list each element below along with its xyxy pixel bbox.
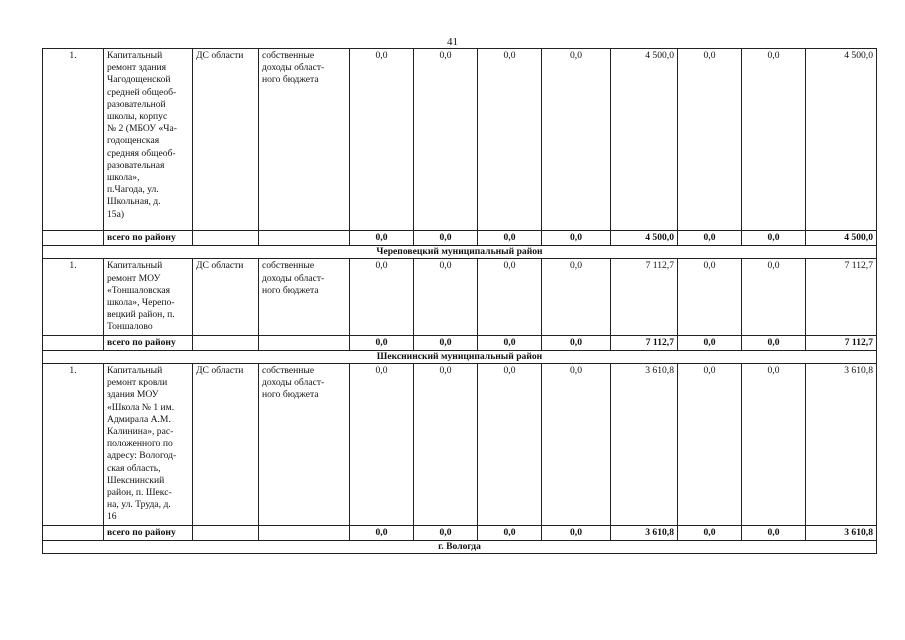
- total-value: 0,0: [542, 335, 611, 350]
- object-name: Капитальный ремонт кровли здания МОУ «Школа № 1 им. Адмирала А.М. Калинина», рас- положенного по адресу: Вологод- ская область, Шекснинский район, п. Шекс- на, ул. Труда, д. 16: [104, 364, 193, 526]
- total-value: 0,0: [414, 335, 478, 350]
- row-number: 1.: [43, 364, 104, 526]
- value-cell: 0,0: [542, 49, 611, 231]
- district-name: Шекснинский муниципальный район: [43, 350, 877, 363]
- total-value: 0,0: [414, 525, 478, 540]
- table-row: [43, 259, 877, 335]
- total-value: 0,0: [350, 231, 414, 246]
- funding-source: собственные доходы област- ного бюджета: [259, 259, 350, 335]
- budget-table: [42, 48, 877, 554]
- value-cell: 0,0: [542, 364, 611, 526]
- district-total-row: [43, 335, 877, 350]
- funding-type: ДС области: [193, 364, 259, 526]
- section-header: [43, 540, 877, 553]
- total-value: 0,0: [478, 335, 542, 350]
- total-value: 7 112,7: [806, 335, 877, 350]
- total-value: 0,0: [678, 525, 742, 540]
- district-total-row: [43, 231, 877, 246]
- value-cell: 0,0: [414, 259, 478, 335]
- district-total-row: [43, 525, 877, 540]
- total-value: 0,0: [742, 335, 806, 350]
- funding-type: ДС области: [193, 259, 259, 335]
- value-cell: 0,0: [350, 364, 414, 526]
- value-cell: 0,0: [678, 364, 742, 526]
- value-cell: 0,0: [478, 259, 542, 335]
- total-value: 0,0: [542, 525, 611, 540]
- total-value: 0,0: [350, 335, 414, 350]
- value-cell: 0,0: [414, 364, 478, 526]
- total-value: 7 112,7: [611, 335, 678, 350]
- object-name: Капитальный ремонт здания Чагодощенской средней общеоб- разовательной школы, корпус № 2 (МБОУ «Ча- годощенская средняя общеоб- разовательная школа», п.Чагода, ул. Школьная, д. 15а): [104, 49, 193, 231]
- total-label: всего по району: [104, 525, 193, 540]
- total-value: 0,0: [542, 231, 611, 246]
- total-value: 0,0: [742, 525, 806, 540]
- total-value: 4 500,0: [611, 231, 678, 246]
- funding-source: собственные доходы област- ного бюджета: [259, 49, 350, 231]
- total-value: 0,0: [678, 335, 742, 350]
- funding-source: собственные доходы област- ного бюджета: [259, 364, 350, 526]
- value-cell: 0,0: [350, 49, 414, 231]
- object-name: Капитальный ремонт МОУ «Тоншаловская школа», Черепо- вецкий район, п. Тоншалово: [104, 259, 193, 335]
- total-value: 0,0: [678, 231, 742, 246]
- value-cell: 4 500,0: [611, 49, 678, 231]
- section-header: [43, 350, 877, 363]
- value-cell: 0,0: [678, 49, 742, 231]
- table-row: [43, 364, 877, 526]
- value-cell: 0,0: [678, 259, 742, 335]
- district-name: Череповецкий муниципальный район: [43, 246, 877, 259]
- page-number: 41: [447, 36, 458, 48]
- value-cell: 0,0: [542, 259, 611, 335]
- total-value: 4 500,0: [806, 231, 877, 246]
- value-cell: 0,0: [742, 49, 806, 231]
- row-number: 1.: [43, 49, 104, 231]
- total-label: всего по району: [104, 231, 193, 246]
- total-value: 3 610,8: [806, 525, 877, 540]
- total-value: 0,0: [478, 525, 542, 540]
- total-value: 0,0: [478, 231, 542, 246]
- value-cell: 0,0: [350, 259, 414, 335]
- district-name: г. Вологда: [43, 540, 877, 553]
- value-cell: 0,0: [742, 259, 806, 335]
- total-value: 0,0: [350, 525, 414, 540]
- total-label: всего по району: [104, 335, 193, 350]
- value-cell: 7 112,7: [611, 259, 678, 335]
- total-value: 0,0: [414, 231, 478, 246]
- value-cell: 0,0: [478, 364, 542, 526]
- total-value: 0,0: [742, 231, 806, 246]
- funding-type: ДС области: [193, 49, 259, 231]
- value-cell: 4 500,0: [806, 49, 877, 231]
- value-cell: 3 610,8: [611, 364, 678, 526]
- row-number: 1.: [43, 259, 104, 335]
- value-cell: 0,0: [742, 364, 806, 526]
- total-value: 3 610,8: [611, 525, 678, 540]
- value-cell: 7 112,7: [806, 259, 877, 335]
- value-cell: 0,0: [414, 49, 478, 231]
- table-row: [43, 49, 877, 231]
- value-cell: 3 610,8: [806, 364, 877, 526]
- value-cell: 0,0: [478, 49, 542, 231]
- section-header: [43, 246, 877, 259]
